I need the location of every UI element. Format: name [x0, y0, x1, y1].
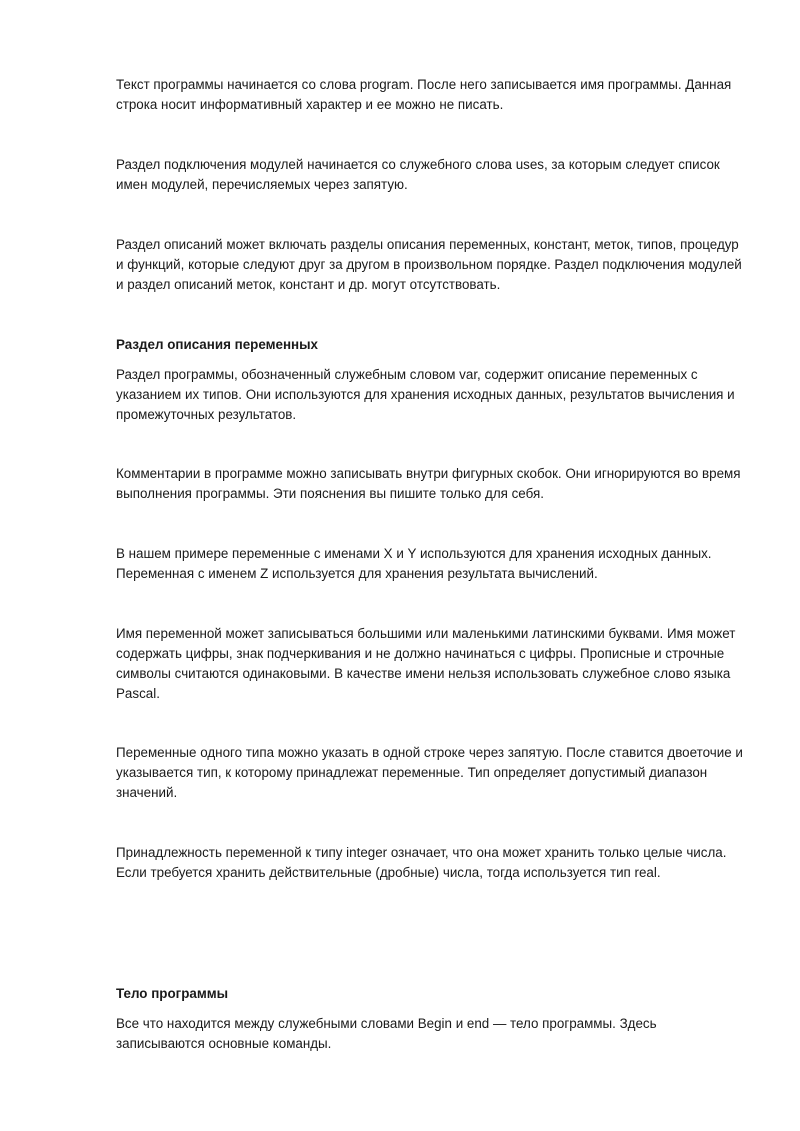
paragraph-variable-types: Переменные одного типа можно указать в одной строке через запятую. После ставится двоеточие и указывается тип, к которому принадлежат переменные. Тип определяет допустимый диапазон значений.: [116, 745, 743, 800]
paragraph-uses-section: Раздел подключения модулей начинается со служебного слова uses, за которым следует список имен модулей, перечисляемых через запятую.: [116, 157, 720, 192]
paragraph-comments: Комментарии в программе можно записывать внутри фигурных скобок. Они игнорируются во время выполнения программы. Эти пояснения вы пишите только для себя.: [116, 466, 741, 501]
paragraph-program-keyword: Текст программы начинается со слова program. После него записывается имя программы. Данная строка носит информативный характер и ее можно не писать.: [116, 77, 732, 112]
paragraph-var-description: Раздел программы, обозначенный служебным словом var, содержит описание переменных с указанием их типов. Они используются для хранения исходных данных, результатов вычисления и промежуточных результатов.: [116, 367, 735, 422]
paragraph-example-variables: В нашем примере переменные с именами X и Y используются для хранения исходных данных. Переменная с именем Z используется для хранения результата вычислений.: [116, 546, 712, 581]
paragraph-integer-real: Принадлежность переменной к типу integer означает, что она может хранить только целые числа. Если требуется хранить действительные (дробные) числа, тогда используется тип real.: [116, 845, 727, 880]
heading-variables-section: Раздел описания переменных: [116, 337, 319, 352]
paragraph-declarations-section: Раздел описаний может включать разделы описания переменных, констант, меток, типов, процедур и функций, которые следуют друг за другом в произвольном порядке. Раздел подключения модулей и раздел описаний меток, констант и др. могут отсутствовать.: [116, 237, 742, 292]
paragraph-variable-naming: Имя переменной может записываться большими или маленькими латинскими буквами. Имя может содержать цифры, знак подчеркивания и не должно начинаться с цифры. Прописные и строчные символы считаются одинаковыми. В качестве имени нельзя использовать служебное слово языка Pascal.: [116, 626, 736, 701]
heading-program-body: Тело программы: [116, 986, 229, 1001]
paragraph-begin-end: Все что находится между служебными словами Begin и end — тело программы. Здесь записываются основные команды.: [116, 1016, 657, 1051]
